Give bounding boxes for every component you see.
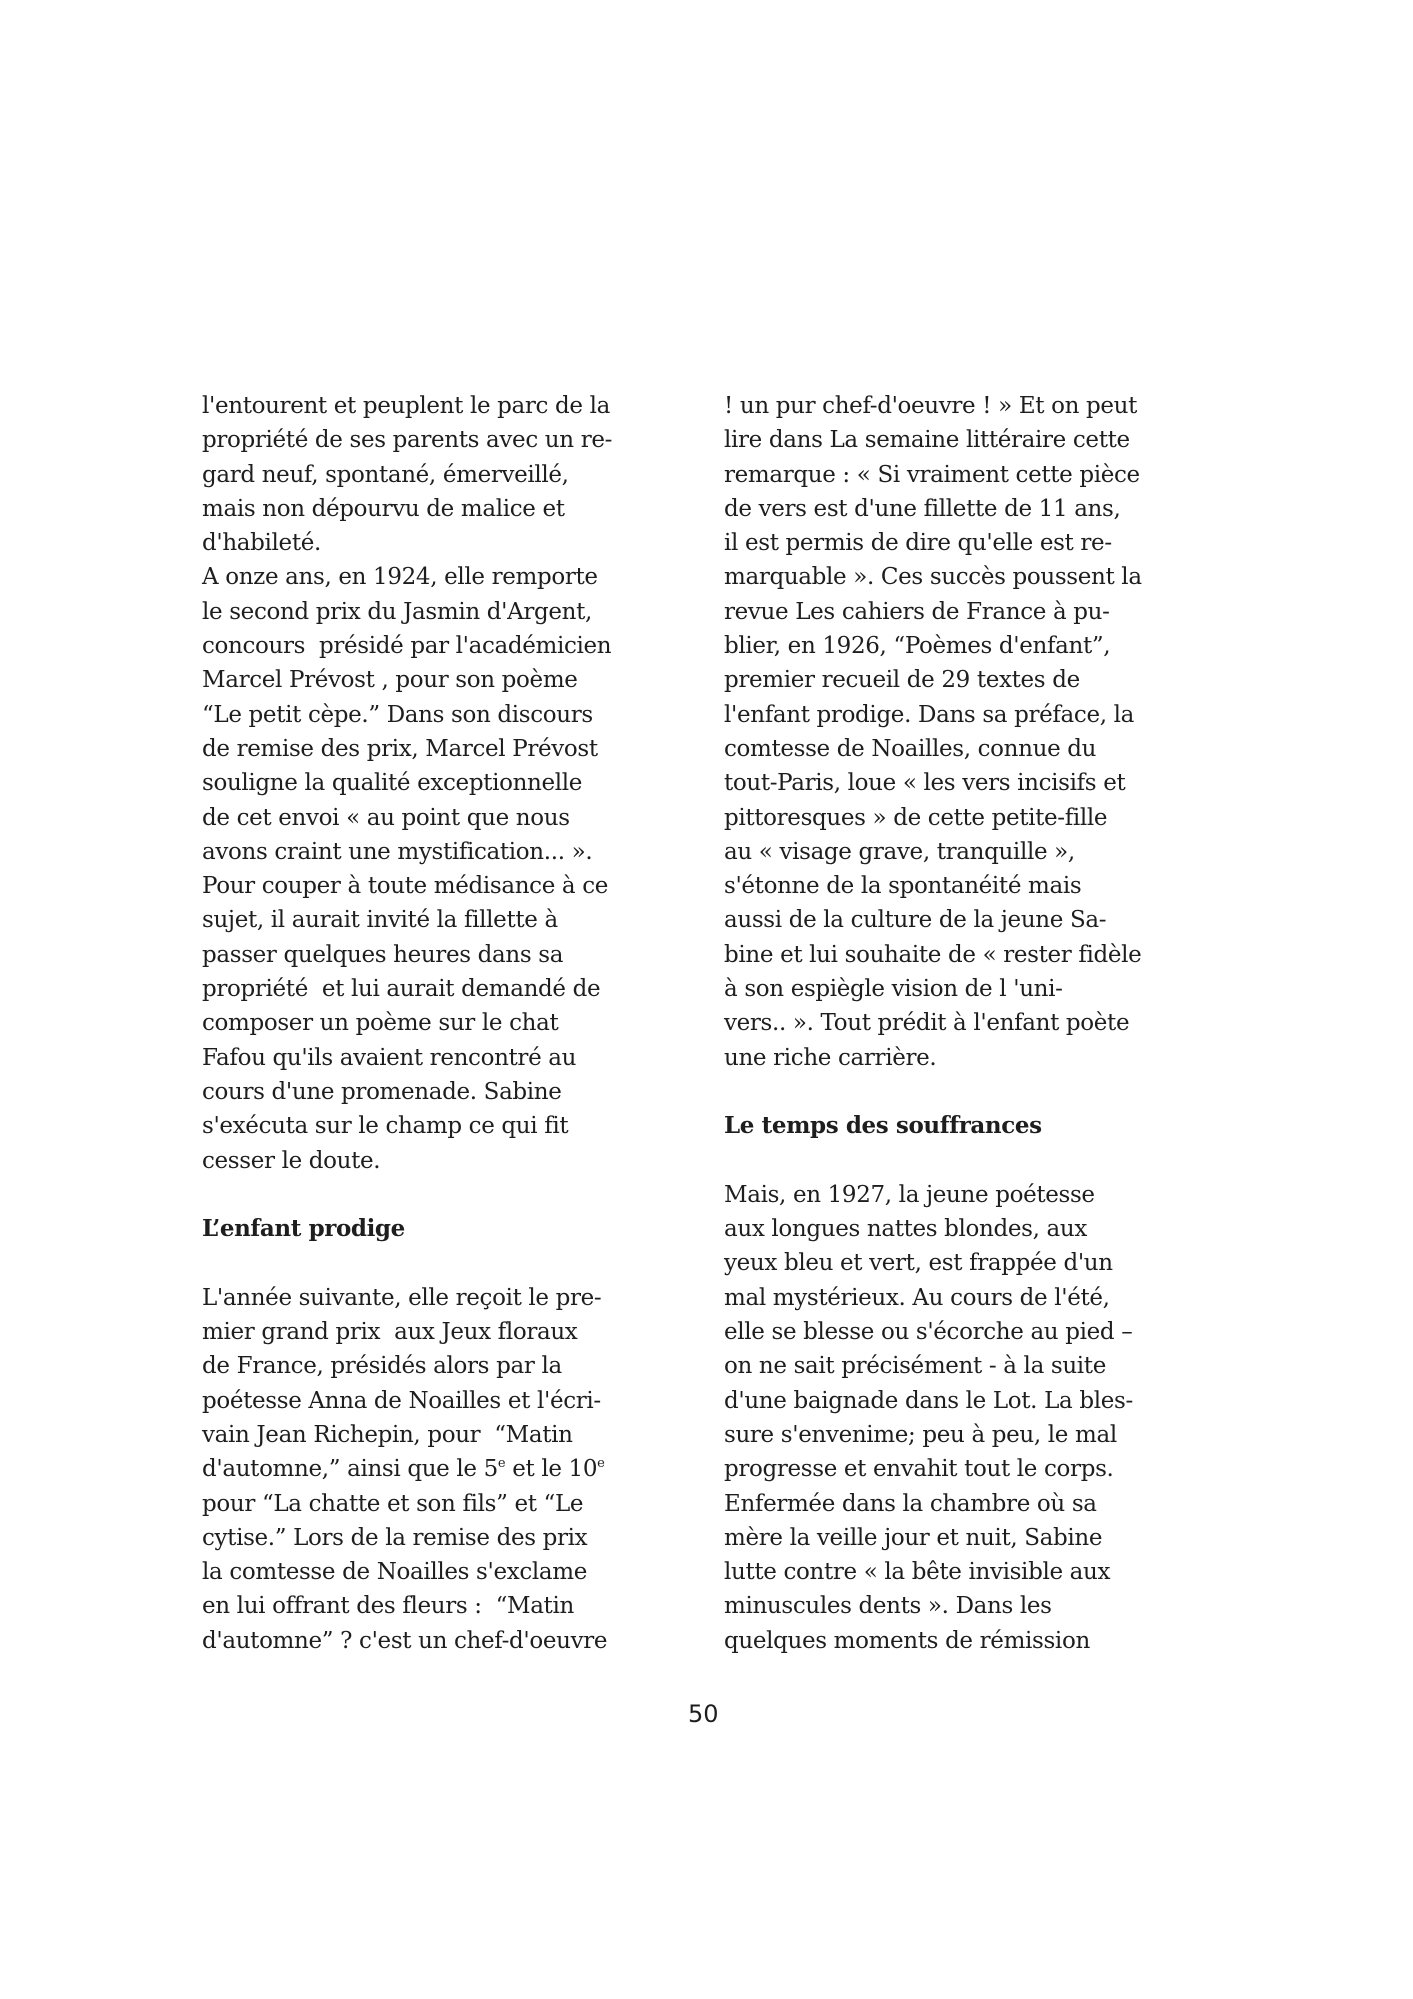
text-line: marquable ». Ces succès poussent la (724, 564, 1142, 591)
text-line: elle se blesse ou s'écorche au pied – (724, 1319, 1133, 1346)
text-line: il est permis de dire qu'elle est re- (724, 530, 1112, 557)
text-line: comtesse de Noailles, connue du (724, 735, 1097, 762)
text-line: souligne la qualité exceptionnelle (202, 770, 583, 797)
text-line: on ne sait précisément - à la suite (724, 1353, 1106, 1380)
text-line: Mais, en 1927, la jeune poétesse (724, 1181, 1095, 1208)
text-line: pour “La chatte et son fils” et “Le (202, 1490, 584, 1517)
text-line: progresse et envahit tout le corps. (724, 1456, 1114, 1483)
text-line: minuscules dents ». Dans les (724, 1593, 1052, 1620)
spacer (724, 1075, 1224, 1109)
text-line: en lui offrant des fleurs : “Matin (202, 1593, 574, 1620)
text-line: poétesse Anna de Noailles et l'écri- (202, 1387, 601, 1414)
text-line: A onze ans, en 1924, elle remporte (202, 564, 598, 591)
text-line: d'une baignade dans le Lot. La bles- (724, 1387, 1133, 1414)
text-line: de France, présidés alors par la (202, 1353, 562, 1380)
text-line: Fafou qu'ils avaient rencontré au (202, 1044, 577, 1071)
text-line: de remise des prix, Marcel Prévost (202, 735, 598, 762)
text-line: Marcel Prévost , pour son poème (202, 667, 578, 694)
text-line: concours présidé par l'académicien (202, 633, 612, 660)
text-line: cytise.” Lors de la remise des prix (202, 1524, 588, 1551)
text-line: d'automne” ? c'est un chef-d'oeuvre (202, 1627, 608, 1654)
text-line: de vers est d'une fillette de 11 ans, (724, 495, 1121, 522)
text-line: L'année suivante, elle reçoit le pre- (202, 1284, 602, 1311)
text-line: le second prix du Jasmin d'Argent, (202, 598, 592, 625)
paragraph-illness (724, 1178, 1224, 1658)
text-line: à son espiègle vision de l 'uni- (724, 976, 1063, 1003)
paragraph-childhood (202, 389, 702, 1178)
text-line: aussi de la culture de la jeune Sa- (724, 907, 1107, 934)
text-line: remarque : « Si vraiment cette pièce (724, 461, 1140, 488)
text-line: pittoresques » de cette petite-fille (724, 804, 1108, 831)
text-line: passer quelques heures dans sa (202, 941, 564, 968)
text-line: une riche carrière. (724, 1044, 937, 1071)
text-line: tout-Paris, loue « les vers incisifs et (724, 770, 1126, 797)
text-line: lire dans La semaine littéraire cette (724, 427, 1130, 454)
text-line: mais non dépourvu de malice et (202, 495, 565, 522)
text-line: vain Jean Richepin, pour “Matin (202, 1421, 573, 1448)
text-line: composer un poème sur le chat (202, 1010, 559, 1037)
text-line: la comtesse de Noailles s'exclame (202, 1559, 587, 1586)
text-line: propriété de ses parents avec un re- (202, 427, 613, 454)
text-line: revue Les cahiers de France à pu- (724, 598, 1110, 625)
section-heading-temps-des-souffrances: Le temps des souffrances (724, 1112, 1042, 1140)
text-line: l'enfant prodige. Dans sa préface, la (724, 701, 1134, 728)
text-line: d'habileté. (202, 530, 321, 557)
left-column (202, 389, 702, 1658)
text-line: Enfermée dans la chambre où sa (724, 1490, 1097, 1517)
text-line: avons craint une mystification... ». (202, 838, 593, 865)
text-line: cours d'une promenade. Sabine (202, 1078, 562, 1105)
text-line: aux longues nattes blondes, aux (724, 1216, 1087, 1243)
page-number: 50 (688, 1700, 719, 1728)
text-line-with-superscripts (202, 1452, 702, 1486)
text-line: de cet envoi « au point que nous (202, 804, 570, 831)
paragraph-prizes (202, 1281, 702, 1658)
text-line: propriété et lui aurait demandé de (202, 976, 601, 1003)
superscript: e (497, 1456, 506, 1472)
text-line: s'exécuta sur le champ ce qui fit (202, 1113, 569, 1140)
text-line: “Le petit cèpe.” Dans son discours (202, 701, 593, 728)
text-line: gard neuf, spontané, émerveillé, (202, 461, 569, 488)
section-heading-enfant-prodige: L’enfant prodige (202, 1215, 405, 1243)
text-line: sure s'envenime; peu à peu, le mal (724, 1421, 1117, 1448)
text-line: sujet, il aurait invité la fillette à (202, 907, 558, 934)
spacer (202, 1178, 702, 1212)
text-line: yeux bleu et vert, est frappée d'un (724, 1250, 1113, 1277)
text-line: l'entourent et peuplent le parc de la (202, 393, 611, 419)
spacer (724, 1144, 1224, 1178)
text-line: s'étonne de la spontanéité mais (724, 873, 1082, 900)
text-line: lutte contre « la bête invisible aux (724, 1559, 1111, 1586)
text-line: cesser le doute. (202, 1147, 381, 1174)
text-line: bine et lui souhaite de « rester fidèle (724, 941, 1142, 968)
text-line: mier grand prix aux Jeux floraux (202, 1319, 578, 1346)
text-line: ! un pur chef-d'oeuvre ! » Et on peut (724, 393, 1138, 419)
text-line: blier, en 1926, “Poèmes d'enfant”, (724, 633, 1111, 660)
text-line: quelques moments de rémission (724, 1627, 1090, 1654)
text-line: Pour couper à toute médisance à ce (202, 873, 609, 900)
paragraph-reception (724, 389, 1224, 1075)
text-fragment: et le 10 (505, 1456, 598, 1483)
spacer (202, 1246, 702, 1280)
text-line: vers.. ». Tout prédit à l'enfant poète (724, 1010, 1130, 1037)
text-line: mère la veille jour et nuit, Sabine (724, 1524, 1103, 1551)
text-fragment: d'automne,” ainsi que le 5 (202, 1456, 498, 1483)
text-line: mal mystérieux. Au cours de l'été, (724, 1284, 1110, 1311)
superscript: e (597, 1456, 605, 1472)
text-line: premier recueil de 29 textes de (724, 667, 1080, 694)
text-line: au « visage grave, tranquille », (724, 838, 1075, 865)
right-column (724, 389, 1224, 1658)
